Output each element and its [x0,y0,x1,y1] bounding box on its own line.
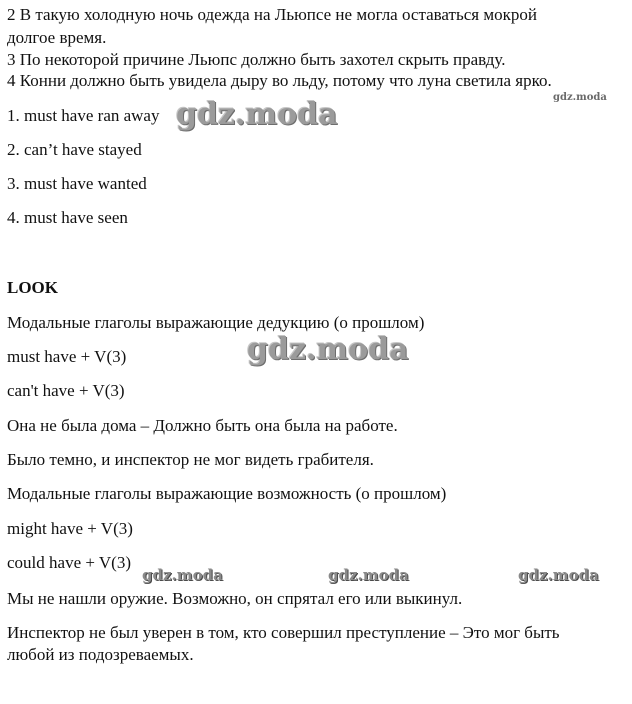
watermark-bottom-left: gdz.moda [142,566,223,584]
intro-line-2-continued: долгое время. [7,28,107,47]
formula-might-have: might have + V(3) [7,519,133,538]
intro-line-2: 2 В такую холодную ночь одежда на Льюпсе не могла оставаться мокрой [7,5,537,24]
deduction-title: Модальные глаголы выражающие дедукцию (о прошлом) [7,313,425,332]
possibility-title: Модальные глаголы выражающие возможность (о прошлом) [7,484,447,503]
possibility-example-2: Инспектор не был уверен в том, кто совершил преступление – Это мог быть [7,623,560,642]
look-heading: LOOK [7,278,59,297]
deduction-example-1: Она не была дома – Должно быть она была на работе. [7,416,398,435]
formula-cant-have: can't have + V(3) [7,381,125,400]
watermark-small: gdz.moda [553,92,607,103]
deduction-example-2: Было темно, и инспектор не мог видеть грабителя. [7,450,374,469]
possibility-example-1: Мы не нашли оружие. Возможно, он спрятал его или выкинул. [7,589,463,608]
formula-must-have: must have + V(3) [7,347,127,366]
watermark-large-top: gdz.moda [176,97,338,132]
watermark-bottom-right: gdz.moda [518,566,599,584]
answer-4: 4. must have seen [7,208,128,227]
watermark-large-middle: gdz.moda [247,332,409,367]
watermark-bottom-center: gdz.moda [328,566,409,584]
formula-could-have: could have + V(3) [7,553,131,572]
possibility-example-2-continued: любой из подозреваемых. [7,645,194,664]
intro-line-3: 3 По некоторой причине Льюпс должно быть захотел скрыть правду. [7,50,506,69]
answer-3: 3. must have wanted [7,174,147,193]
answer-1: 1. must have ran away [7,106,160,125]
answer-2: 2. can’t have stayed [7,140,142,159]
intro-line-4: 4 Конни должно быть увидела дыру во льду, потому что луна светила ярко. [7,71,552,90]
